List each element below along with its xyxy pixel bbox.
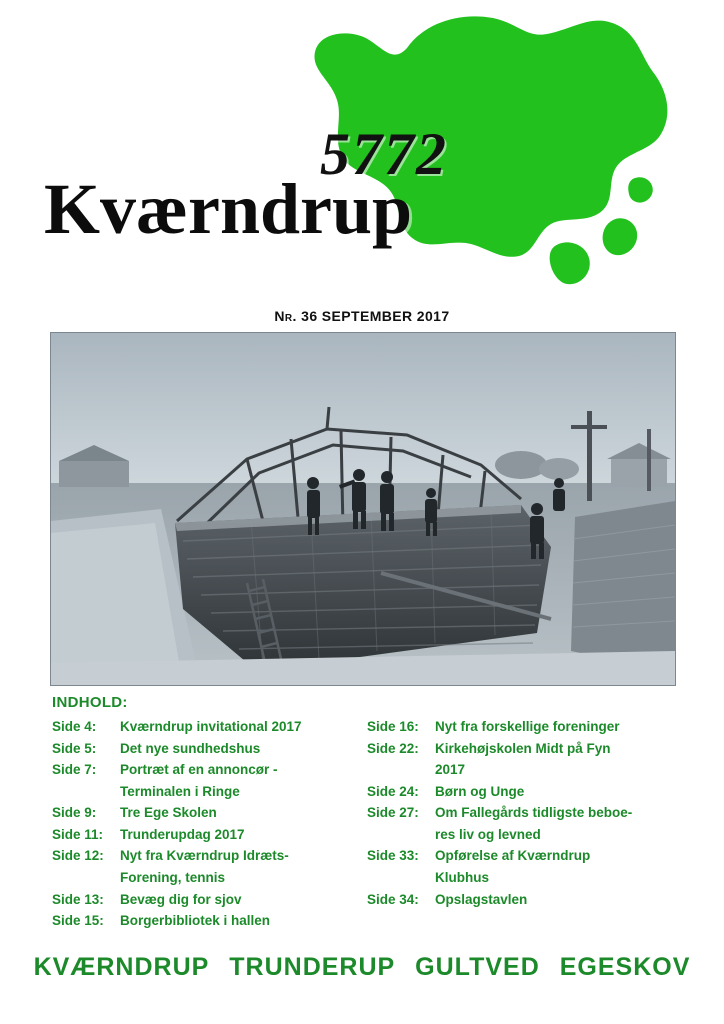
toc-page-label: Side 5:	[52, 740, 97, 756]
toc-entry-title: Trunderupdag 2017	[120, 826, 245, 842]
toc-page-label: Side 15:	[52, 913, 104, 929]
toc-entry-continuation: res liv og levned	[435, 826, 541, 842]
list-item[interactable]	[52, 846, 357, 866]
toc-right-column	[367, 717, 672, 933]
toc-page-label: Side 12:	[52, 848, 104, 864]
toc-entry-title: Om Fallegårds tidligste beboe-	[435, 805, 633, 821]
toc-entry-title: Borgerbibliotek i hallen	[120, 913, 271, 929]
place-name-2: TRUNDERUP	[229, 953, 396, 981]
list-item[interactable]	[52, 760, 357, 780]
toc-left-column	[52, 717, 357, 933]
contents-heading: INDHOLD:	[52, 694, 128, 711]
toc-page-label: Side 22:	[367, 740, 419, 756]
cover-photo	[50, 332, 676, 686]
toc-entry-title: Kirkehøjskolen Midt på Fyn	[435, 740, 611, 756]
toc-page-label: Side 13:	[52, 891, 104, 907]
toc-page-label: Side 11:	[52, 826, 104, 842]
list-item[interactable]	[367, 890, 672, 910]
toc-entry-title: Det nye sundhedshus	[120, 740, 261, 756]
list-item[interactable]	[52, 803, 357, 823]
toc-entry-title: Børn og Unge	[435, 783, 525, 799]
toc-entry-title: Nyt fra Kværndrup Idræts-	[120, 848, 289, 864]
toc-entry-title: Opslagstavlen	[435, 891, 528, 907]
place-name-4: EGESKOV	[559, 953, 691, 981]
magazine-title: Kværndrup	[44, 169, 413, 249]
toc-entry-title: Bevæg dig for sjov	[120, 891, 242, 907]
issue-date-line: Nr. 36 SEPTEMBER 2017	[274, 308, 450, 324]
list-item[interactable]	[52, 890, 357, 910]
toc-entry-title: Tre Ege Skolen	[120, 805, 217, 821]
toc-page-label: Side 27:	[367, 805, 419, 821]
toc-page-label: Side 16:	[367, 719, 419, 734]
list-item[interactable]	[367, 846, 672, 866]
place-name-1: KVÆRNDRUP	[33, 953, 210, 981]
list-item[interactable]	[367, 739, 672, 759]
toc-page-label: Side 7:	[52, 762, 97, 778]
list-item[interactable]	[52, 825, 357, 845]
list-item[interactable]	[52, 717, 357, 737]
toc-entry-continuation: Klubhus	[435, 869, 489, 885]
toc-page-label: Side 4:	[52, 719, 97, 734]
toc-page-label: Side 34:	[367, 891, 419, 907]
table-of-contents	[52, 694, 672, 933]
list-item[interactable]	[367, 782, 672, 802]
footer-place-names	[0, 953, 724, 982]
list-item[interactable]	[367, 717, 672, 737]
green-map-blob-icon	[255, 10, 675, 300]
toc-entry-title: Opførelse af Kværndrup	[435, 848, 591, 864]
toc-entry-title: Portræt af en annoncør -	[120, 762, 278, 778]
toc-entry-continuation: 2017	[435, 762, 466, 778]
place-name-3: GULTVED	[415, 953, 540, 981]
masthead	[0, 0, 724, 300]
toc-page-label: Side 24:	[367, 783, 419, 799]
list-item[interactable]	[52, 739, 357, 759]
issue-number: 5772	[320, 121, 448, 187]
toc-entry-continuation: Forening, tennis	[120, 869, 226, 885]
toc-page-label: Side 33:	[367, 848, 419, 864]
list-item[interactable]	[52, 911, 357, 931]
toc-entry-title: Nyt fra forskellige foreninger	[435, 719, 620, 734]
toc-entry-title: Kværndrup invitational 2017	[120, 719, 302, 734]
list-item[interactable]	[367, 803, 672, 823]
toc-entry-continuation: Terminalen i Ringe	[120, 783, 240, 799]
toc-page-label: Side 9:	[52, 805, 97, 821]
